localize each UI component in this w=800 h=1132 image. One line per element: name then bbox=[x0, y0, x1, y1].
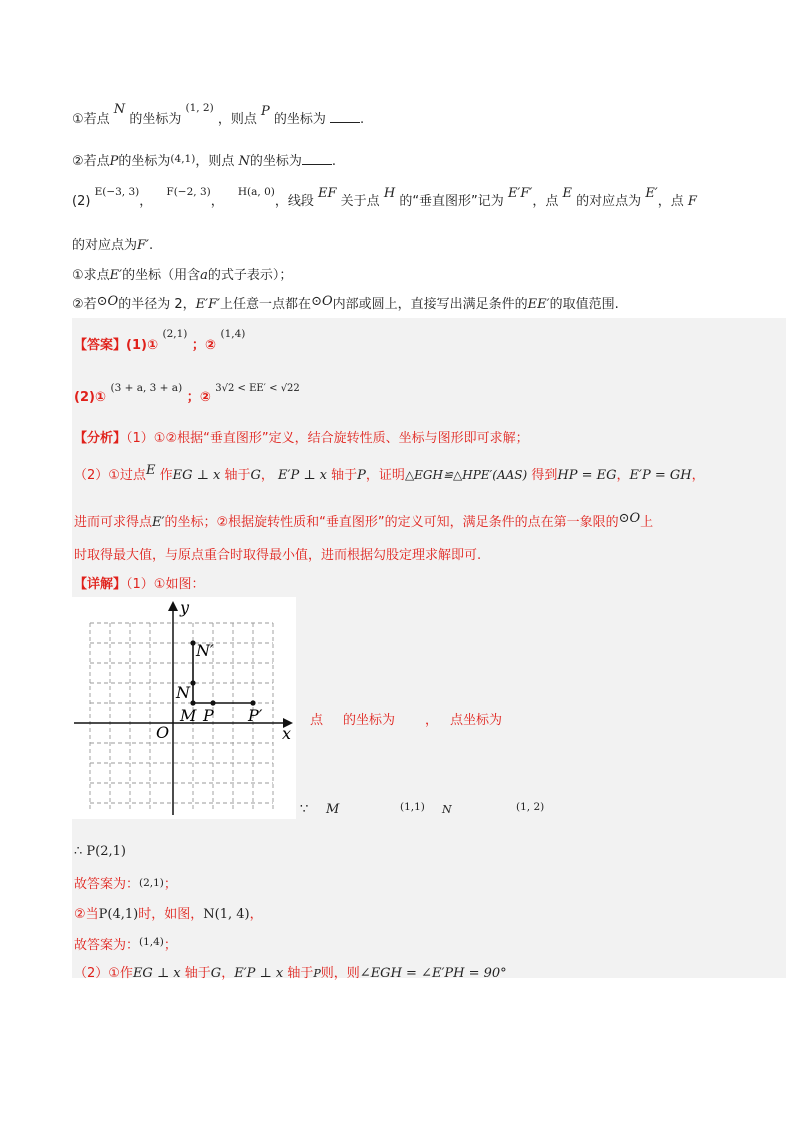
analysis-line-4: 时取得最大值，与原点重合时取得最小值，进而根据勾股定理求解即可. bbox=[74, 548, 482, 563]
label-p-prime: P′ bbox=[248, 706, 263, 725]
question-2-line2: 的对应点为F′. bbox=[72, 238, 154, 253]
label-o: O bbox=[156, 723, 170, 742]
detail-line-3: （2）①作EG ⊥ x 轴于G，E′P ⊥ x 轴于P则，则∠EGH = ∠E′PH = 90° bbox=[74, 966, 507, 981]
point-m bbox=[190, 700, 195, 705]
detail-line-2: ②当P(4,1)时，如图，N(1, 4)， bbox=[74, 907, 263, 922]
label-m: M bbox=[180, 706, 197, 725]
analysis-line-2: （2）①过点E 作EG ⊥ x 轴于G， E′P ⊥ x 轴于P，证明△EGH≌△HPE′(AAS) 得到HP = EG，E′P = GH， bbox=[74, 463, 705, 483]
question-2-2: ②若⊙O的半径为 2，E′F′上任意一点都在⊙O内部或圆上，直接写出满足条件的EE′的取值范围. bbox=[72, 294, 619, 312]
detail-answer-1: 故答案为：(2,1)； bbox=[74, 877, 177, 892]
label-y: y bbox=[180, 598, 190, 617]
detail-line-1: 【详解】（1）①如图： bbox=[74, 577, 205, 592]
answer-line-2: (2)① $^{(3 + a, 3 + a)}$ ；② $^{3√2 < EE' < √22}$ bbox=[74, 382, 300, 405]
question-1-2: ②若点P的坐标为$^{(4,1)}$，则点 N的坐标为 . bbox=[72, 153, 337, 169]
label-n: N bbox=[176, 683, 190, 702]
point-n-prime bbox=[190, 640, 195, 645]
answer-line-1: 【答案】(1)① $^{(2,1)}$ ；② $^{(1,4)}$ bbox=[74, 328, 246, 353]
question-2-1: ①求点E′的坐标（用含a的式子表示）； bbox=[72, 268, 293, 283]
question-2: (2) $^{E(-3, 3)}$， $^{F(-2, 3)}$， $^{H(a, 0)}$，线段 EF 关于点 H 的“垂直图形”记为 E′F′，点 E 的对应点为 E′，点 F bbox=[72, 186, 697, 209]
question-1-1: ①若点 N 的坐标为 $^{(1, 2)}$ ，则点 P 的坐标为 . bbox=[72, 102, 365, 127]
label-x: x bbox=[282, 724, 292, 743]
detail-side-text: 点 的坐标为 ， 点坐标为 bbox=[310, 713, 503, 728]
answer-blank bbox=[302, 154, 332, 165]
detail-because-line: ∵ M (1,1) N (1, 2) bbox=[300, 801, 545, 817]
point-n bbox=[190, 680, 195, 685]
answer-blank bbox=[330, 112, 360, 123]
label-n-prime: N′ bbox=[196, 641, 214, 660]
point-p bbox=[210, 700, 215, 705]
detail-answer-2: 故答案为：$^{(1,4)}$； bbox=[74, 936, 177, 953]
label-p: P bbox=[203, 706, 214, 725]
analysis-line-3: 进而可求得点E′的坐标；②根据旋转性质和“垂直图形”的定义可知，满足条件的点在第一象限的⊙O上 bbox=[74, 511, 654, 530]
analysis-line-1: 【分析】（1）①②根据“垂直图形”定义，结合旋转性质、坐标与图形即可求解； bbox=[74, 431, 529, 446]
point-p-prime bbox=[250, 700, 255, 705]
coordinate-figure bbox=[72, 597, 296, 819]
detail-therefore: ∴ P(2,1) bbox=[74, 844, 126, 859]
